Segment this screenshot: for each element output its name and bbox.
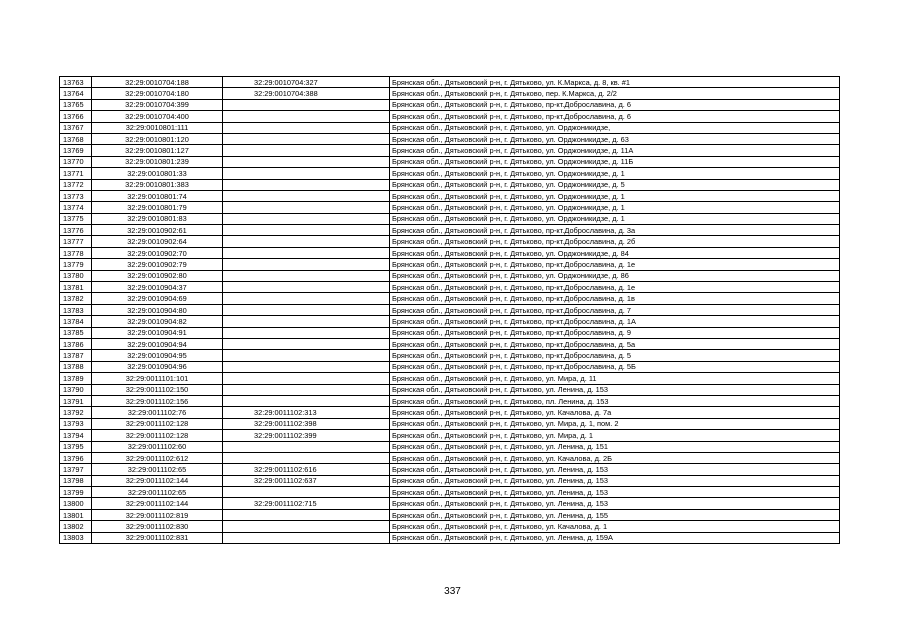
cadastral-number-cell: 32:29:0010704:399 (92, 99, 223, 110)
page-number: 337 (444, 586, 461, 597)
related-cadastral-number-cell (223, 111, 390, 122)
related-cadastral-number-cell (223, 487, 390, 498)
table-row (60, 487, 840, 498)
related-cadastral-number-cell (223, 384, 390, 395)
table-row (60, 361, 840, 372)
related-cadastral-number-cell (223, 270, 390, 281)
address-cell: Брянская обл., Дятьковский р-н, г. Дятьково, ул. Орджоникидзе, д. 5 (390, 179, 840, 190)
table-row (60, 338, 840, 349)
row-number-cell: 13773 (60, 190, 92, 201)
address-cell: Брянская обл., Дятьковский р-н, г. Дятьково, ул. Орджоникидзе, д. 84 (390, 247, 840, 258)
related-cadastral-number-cell (223, 361, 390, 372)
row-number-cell: 13790 (60, 384, 92, 395)
address-cell: Брянская обл., Дятьковский р-н, г. Дятьково, ул. Ленина, д. 153 (390, 498, 840, 509)
row-number-cell: 13777 (60, 236, 92, 247)
row-number-cell: 13785 (60, 327, 92, 338)
cadastral-number-cell: 32:29:0011102:831 (92, 532, 223, 543)
related-cadastral-number-cell (223, 509, 390, 520)
related-cadastral-number-cell: 32:29:0011102:616 (223, 464, 390, 475)
cadastral-number-cell: 32:29:0010902:61 (92, 225, 223, 236)
related-cadastral-number-cell (223, 145, 390, 156)
cadastral-number-cell: 32:29:0010902:79 (92, 259, 223, 270)
row-number-cell: 13789 (60, 373, 92, 384)
address-cell: Брянская обл., Дятьковский р-н, г. Дятьково, ул. Мира, д. 1, пом. 2 (390, 418, 840, 429)
row-number-cell: 13775 (60, 213, 92, 224)
cadastral-number-cell: 32:29:0010902:70 (92, 247, 223, 258)
cadastral-number-cell: 32:29:0011102:612 (92, 452, 223, 463)
table-row (60, 168, 840, 179)
cadastral-number-cell: 32:29:0010904:96 (92, 361, 223, 372)
document-table (59, 76, 840, 544)
related-cadastral-number-cell (223, 179, 390, 190)
related-cadastral-number-cell (223, 338, 390, 349)
address-cell: Брянская обл., Дятьковский р-н, г. Дятьково, ул. Ленина, д. 151 (390, 441, 840, 452)
address-cell: Брянская обл., Дятьковский р-н, г. Дятьково, пр-кт.Доброславина, д. 1А (390, 316, 840, 327)
address-cell: Брянская обл., Дятьковский р-н, г. Дятьково, пр-кт.Доброславина, д. 3а (390, 225, 840, 236)
row-number-cell: 13803 (60, 532, 92, 543)
address-cell: Брянская обл., Дятьковский р-н, г. Дятьково, ул. Качалова, д. 7а (390, 407, 840, 418)
table-row (60, 247, 840, 258)
table-row (60, 452, 840, 463)
table-row (60, 293, 840, 304)
cadastral-number-cell: 32:29:0010801:74 (92, 190, 223, 201)
cadastral-number-cell: 32:29:0011102:65 (92, 487, 223, 498)
cadastral-number-cell: 32:29:0010904:91 (92, 327, 223, 338)
row-number-cell: 13793 (60, 418, 92, 429)
related-cadastral-number-cell (223, 156, 390, 167)
row-number-cell: 13776 (60, 225, 92, 236)
row-number-cell: 13767 (60, 122, 92, 133)
related-cadastral-number-cell (223, 247, 390, 258)
related-cadastral-number-cell (223, 293, 390, 304)
row-number-cell: 13801 (60, 509, 92, 520)
cadastral-number-cell: 32:29:0010904:95 (92, 350, 223, 361)
cadastral-number-cell: 32:29:0010801:383 (92, 179, 223, 190)
table-row (60, 395, 840, 406)
related-cadastral-number-cell (223, 225, 390, 236)
row-number-cell: 13788 (60, 361, 92, 372)
table-row (60, 213, 840, 224)
row-number-cell: 13796 (60, 452, 92, 463)
address-cell: Брянская обл., Дятьковский р-н, г. Дятьково, ул. Орджоникидзе, (390, 122, 840, 133)
address-cell: Брянская обл., Дятьковский р-н, г. Дятьково, ул. Орджоникидзе, д. 86 (390, 270, 840, 281)
related-cadastral-number-cell (223, 202, 390, 213)
table-row (60, 464, 840, 475)
table-row (60, 282, 840, 293)
cadastral-number-cell: 32:29:0010904:82 (92, 316, 223, 327)
row-number-cell: 13764 (60, 88, 92, 99)
table-row (60, 190, 840, 201)
table-row (60, 270, 840, 281)
row-number-cell: 13794 (60, 430, 92, 441)
cadastral-number-cell: 32:29:0011102:128 (92, 418, 223, 429)
address-cell: Брянская обл., Дятьковский р-н, г. Дятьково, ул. Орджоникидзе, д. 63 (390, 133, 840, 144)
related-cadastral-number-cell: 32:29:0011102:637 (223, 475, 390, 486)
cadastral-number-cell: 32:29:0011102:128 (92, 430, 223, 441)
cadastral-number-cell: 32:29:0011102:144 (92, 475, 223, 486)
related-cadastral-number-cell (223, 532, 390, 543)
row-number-cell: 13798 (60, 475, 92, 486)
cadastral-number-cell: 32:29:0011102:60 (92, 441, 223, 452)
address-cell: Брянская обл., Дятьковский р-н, г. Дятьково, пр-кт.Доброславина, д. 6 (390, 99, 840, 110)
address-cell: Брянская обл., Дятьковский р-н, г. Дятьково, ул. Ленина, д. 153 (390, 475, 840, 486)
row-number-cell: 13800 (60, 498, 92, 509)
related-cadastral-number-cell: 32:29:0011102:313 (223, 407, 390, 418)
related-cadastral-number-cell: 32:29:0010704:327 (223, 77, 390, 88)
related-cadastral-number-cell (223, 213, 390, 224)
address-cell: Брянская обл., Дятьковский р-н, г. Дятьково, пр-кт.Доброславина, д. 1е (390, 259, 840, 270)
table-row (60, 133, 840, 144)
address-cell: Брянская обл., Дятьковский р-н, г. Дятьково, пр-кт.Доброславина, д. 7 (390, 304, 840, 315)
address-cell: Брянская обл., Дятьковский р-н, г. Дятьково, пр-кт.Доброславина, д. 2б (390, 236, 840, 247)
cadastral-number-cell: 32:29:0011102:65 (92, 464, 223, 475)
table-row (60, 179, 840, 190)
table-row (60, 88, 840, 99)
address-cell: Брянская обл., Дятьковский р-н, г. Дятьково, ул. Ленина, д. 153 (390, 464, 840, 475)
address-cell: Брянская обл., Дятьковский р-н, г. Дятьково, ул. Ленина, д. 153 (390, 487, 840, 498)
address-cell: Брянская обл., Дятьковский р-н, г. Дятьково, ул. Качалова, д. 1 (390, 521, 840, 532)
table-body (60, 77, 840, 544)
address-cell: Брянская обл., Дятьковский р-н, г. Дятьково, ул. Орджоникидзе, д. 1 (390, 168, 840, 179)
cadastral-number-cell: 32:29:0010801:111 (92, 122, 223, 133)
cadastral-number-cell: 32:29:0010704:180 (92, 88, 223, 99)
row-number-cell: 13791 (60, 395, 92, 406)
table-row (60, 202, 840, 213)
address-cell: Брянская обл., Дятьковский р-н, г. Дятьково, ул. Мира, д. 11 (390, 373, 840, 384)
row-number-cell: 13783 (60, 304, 92, 315)
table-row (60, 475, 840, 486)
related-cadastral-number-cell: 32:29:0011102:399 (223, 430, 390, 441)
table-row (60, 304, 840, 315)
cadastral-number-cell: 32:29:0010902:64 (92, 236, 223, 247)
row-number-cell: 13769 (60, 145, 92, 156)
row-number-cell: 13779 (60, 259, 92, 270)
row-number-cell: 13787 (60, 350, 92, 361)
table-row (60, 498, 840, 509)
cadastral-number-cell: 32:29:0010801:83 (92, 213, 223, 224)
cadastral-number-cell: 32:29:0011102:76 (92, 407, 223, 418)
row-number-cell: 13782 (60, 293, 92, 304)
table-row (60, 441, 840, 452)
cadastral-number-cell: 32:29:0011102:819 (92, 509, 223, 520)
address-cell: Брянская обл., Дятьковский р-н, г. Дятьково, пр-кт.Доброславина, д. 5 (390, 350, 840, 361)
related-cadastral-number-cell (223, 304, 390, 315)
table-row (60, 509, 840, 520)
related-cadastral-number-cell (223, 350, 390, 361)
cadastral-number-cell: 32:29:0010801:79 (92, 202, 223, 213)
related-cadastral-number-cell (223, 316, 390, 327)
cadastral-number-cell: 32:29:0010904:94 (92, 338, 223, 349)
table-row (60, 430, 840, 441)
address-cell: Брянская обл., Дятьковский р-н, г. Дятьково, ул. Ленина, д. 159А (390, 532, 840, 543)
row-number-cell: 13771 (60, 168, 92, 179)
related-cadastral-number-cell (223, 373, 390, 384)
address-cell: Брянская обл., Дятьковский р-н, г. Дятьково, ул. Ленина, д. 155 (390, 509, 840, 520)
table-row (60, 156, 840, 167)
row-number-cell: 13770 (60, 156, 92, 167)
table-row (60, 99, 840, 110)
row-number-cell: 13772 (60, 179, 92, 190)
related-cadastral-number-cell (223, 395, 390, 406)
table-row (60, 236, 840, 247)
address-cell: Брянская обл., Дятьковский р-н, г. Дятьково, пер. К.Маркса, д. 2/2 (390, 88, 840, 99)
table-row (60, 77, 840, 88)
table-row (60, 259, 840, 270)
row-number-cell: 13778 (60, 247, 92, 258)
row-number-cell: 13784 (60, 316, 92, 327)
address-cell: Брянская обл., Дятьковский р-н, г. Дятьково, ул. Орджоникидзе, д. 11Б (390, 156, 840, 167)
address-cell: Брянская обл., Дятьковский р-н, г. Дятьково, пр-кт.Доброславина, д. 9 (390, 327, 840, 338)
cadastral-number-cell: 32:29:0010904:80 (92, 304, 223, 315)
table-row (60, 316, 840, 327)
related-cadastral-number-cell (223, 133, 390, 144)
address-cell: Брянская обл., Дятьковский р-н, г. Дятьково, пр-кт.Доброславина, д. 5а (390, 338, 840, 349)
cadastral-number-cell: 32:29:0010902:80 (92, 270, 223, 281)
related-cadastral-number-cell: 32:29:0010704:388 (223, 88, 390, 99)
related-cadastral-number-cell (223, 441, 390, 452)
row-number-cell: 13781 (60, 282, 92, 293)
cadastral-number-cell: 32:29:0010801:127 (92, 145, 223, 156)
cadastral-number-cell: 32:29:0010704:400 (92, 111, 223, 122)
related-cadastral-number-cell (223, 259, 390, 270)
cadastral-number-cell: 32:29:0010904:69 (92, 293, 223, 304)
cadastral-number-cell: 32:29:0010801:33 (92, 168, 223, 179)
row-number-cell: 13780 (60, 270, 92, 281)
related-cadastral-number-cell (223, 327, 390, 338)
address-cell: Брянская обл., Дятьковский р-н, г. Дятьково, ул. Орджоникидзе, д. 1 (390, 190, 840, 201)
table-row (60, 111, 840, 122)
address-cell: Брянская обл., Дятьковский р-н, г. Дятьково, ул. Орджоникидзе, д. 1 (390, 202, 840, 213)
address-cell: Брянская обл., Дятьковский р-н, г. Дятьково, ул. Ленина, д. 153 (390, 384, 840, 395)
table-row (60, 350, 840, 361)
address-cell: Брянская обл., Дятьковский р-н, г. Дятьково, ул. Орджоникидзе, д. 1 (390, 213, 840, 224)
row-number-cell: 13795 (60, 441, 92, 452)
related-cadastral-number-cell (223, 452, 390, 463)
address-cell: Брянская обл., Дятьковский р-н, г. Дятьково, ул. Качалова, д. 2Б (390, 452, 840, 463)
row-number-cell: 13799 (60, 487, 92, 498)
cadastral-number-cell: 32:29:0011102:144 (92, 498, 223, 509)
row-number-cell: 13768 (60, 133, 92, 144)
row-number-cell: 13774 (60, 202, 92, 213)
address-cell: Брянская обл., Дятьковский р-н, г. Дятьково, ул. Мира, д. 1 (390, 430, 840, 441)
table-row (60, 373, 840, 384)
cadastral-number-cell: 32:29:0010904:37 (92, 282, 223, 293)
address-cell: Брянская обл., Дятьковский р-н, г. Дятьково, пл. Ленина, д. 153 (390, 395, 840, 406)
cadastral-number-cell: 32:29:0011101:101 (92, 373, 223, 384)
cadastral-number-cell: 32:29:0010801:120 (92, 133, 223, 144)
table-row (60, 225, 840, 236)
related-cadastral-number-cell (223, 236, 390, 247)
address-cell: Брянская обл., Дятьковский р-н, г. Дятьково, ул. К.Маркса, д. 8, кв. #1 (390, 77, 840, 88)
cadastral-number-cell: 32:29:0011102:150 (92, 384, 223, 395)
table-row (60, 122, 840, 133)
table-row (60, 521, 840, 532)
table-row (60, 327, 840, 338)
table-row (60, 407, 840, 418)
row-number-cell: 13797 (60, 464, 92, 475)
related-cadastral-number-cell (223, 122, 390, 133)
table-row (60, 532, 840, 543)
address-cell: Брянская обл., Дятьковский р-н, г. Дятьково, пр-кт.Доброславина, д. 5Б (390, 361, 840, 372)
row-number-cell: 13802 (60, 521, 92, 532)
related-cadastral-number-cell (223, 521, 390, 532)
cadastral-number-cell: 32:29:0010704:188 (92, 77, 223, 88)
row-number-cell: 13792 (60, 407, 92, 418)
cadastral-number-cell: 32:29:0010801:239 (92, 156, 223, 167)
cadastral-number-cell: 32:29:0011102:156 (92, 395, 223, 406)
table-row (60, 145, 840, 156)
address-cell: Брянская обл., Дятьковский р-н, г. Дятьково, пр-кт.Доброславина, д. 6 (390, 111, 840, 122)
related-cadastral-number-cell (223, 168, 390, 179)
address-cell: Брянская обл., Дятьковский р-н, г. Дятьково, пр-кт.Доброславина, д. 1е (390, 282, 840, 293)
table-row (60, 418, 840, 429)
row-number-cell: 13786 (60, 338, 92, 349)
related-cadastral-number-cell (223, 282, 390, 293)
address-cell: Брянская обл., Дятьковский р-н, г. Дятьково, ул. Орджоникидзе, д. 11А (390, 145, 840, 156)
related-cadastral-number-cell (223, 190, 390, 201)
row-number-cell: 13765 (60, 99, 92, 110)
table-row (60, 384, 840, 395)
related-cadastral-number-cell (223, 99, 390, 110)
row-number-cell: 13763 (60, 77, 92, 88)
row-number-cell: 13766 (60, 111, 92, 122)
address-cell: Брянская обл., Дятьковский р-н, г. Дятьково, пр-кт.Доброславина, д. 1в (390, 293, 840, 304)
related-cadastral-number-cell: 32:29:0011102:715 (223, 498, 390, 509)
cadastral-number-cell: 32:29:0011102:830 (92, 521, 223, 532)
related-cadastral-number-cell: 32:29:0011102:398 (223, 418, 390, 429)
